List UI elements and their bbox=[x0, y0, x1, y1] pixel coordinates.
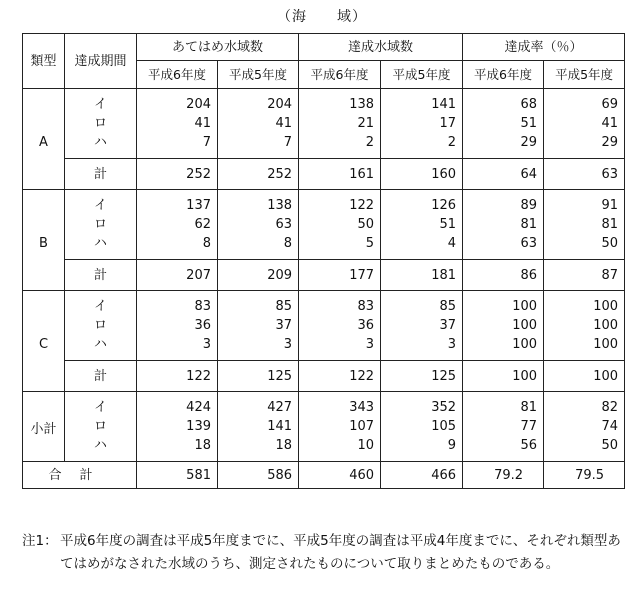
value-cell: 7 bbox=[218, 133, 299, 159]
value-cell: 466 bbox=[381, 462, 463, 489]
value-cell: 50 bbox=[544, 234, 625, 260]
table-row bbox=[23, 260, 625, 291]
value-cell: 51 bbox=[463, 114, 544, 133]
table-row bbox=[23, 234, 625, 260]
value-cell: 7 bbox=[137, 133, 218, 159]
value-cell: 29 bbox=[544, 133, 625, 159]
value-cell: 74 bbox=[544, 417, 625, 436]
value-cell: 3 bbox=[218, 335, 299, 361]
value-cell: 81 bbox=[463, 392, 544, 418]
period-cell: イ bbox=[65, 392, 137, 418]
value-cell: 3 bbox=[299, 335, 381, 361]
period-cell: イ bbox=[65, 291, 137, 317]
value-cell: 4 bbox=[381, 234, 463, 260]
table-row bbox=[23, 159, 625, 190]
value-cell: 50 bbox=[299, 215, 381, 234]
header-year: 平成6年度 bbox=[299, 61, 381, 89]
value-cell: 3 bbox=[137, 335, 218, 361]
value-cell: 100 bbox=[544, 361, 625, 392]
value-cell: 41 bbox=[137, 114, 218, 133]
value-cell: 2 bbox=[299, 133, 381, 159]
value-cell: 85 bbox=[381, 291, 463, 317]
value-cell: 204 bbox=[218, 89, 299, 115]
table-row bbox=[23, 114, 625, 133]
value-cell: 36 bbox=[299, 316, 381, 335]
value-cell: 50 bbox=[544, 436, 625, 462]
value-cell: 36 bbox=[137, 316, 218, 335]
value-cell: 141 bbox=[381, 89, 463, 115]
value-cell: 141 bbox=[218, 417, 299, 436]
period-cell: イ bbox=[65, 89, 137, 115]
value-cell: 137 bbox=[137, 190, 218, 216]
value-cell: 252 bbox=[218, 159, 299, 190]
value-cell: 56 bbox=[463, 436, 544, 462]
value-cell: 125 bbox=[218, 361, 299, 392]
table-row bbox=[23, 291, 625, 317]
period-cell: ロ bbox=[65, 114, 137, 133]
value-cell: 122 bbox=[299, 361, 381, 392]
value-cell: 581 bbox=[137, 462, 218, 489]
value-cell: 79.2 bbox=[463, 462, 544, 489]
value-cell: 586 bbox=[218, 462, 299, 489]
period-cell: 計 bbox=[65, 361, 137, 392]
value-cell: 427 bbox=[218, 392, 299, 418]
value-cell: 79.5 bbox=[544, 462, 625, 489]
value-cell: 37 bbox=[218, 316, 299, 335]
table-row bbox=[23, 190, 625, 216]
value-cell: 86 bbox=[463, 260, 544, 291]
value-cell: 10 bbox=[299, 436, 381, 462]
value-cell: 100 bbox=[544, 291, 625, 317]
footnote-marker: 注1： bbox=[22, 533, 58, 549]
value-cell: 100 bbox=[463, 316, 544, 335]
value-cell: 82 bbox=[544, 392, 625, 418]
value-cell: 8 bbox=[137, 234, 218, 260]
header-year: 平成5年度 bbox=[544, 61, 625, 89]
period-cell: ハ bbox=[65, 133, 137, 159]
period-cell: ハ bbox=[65, 436, 137, 462]
value-cell: 3 bbox=[381, 335, 463, 361]
value-cell: 62 bbox=[137, 215, 218, 234]
table-row bbox=[23, 89, 625, 115]
value-cell: 352 bbox=[381, 392, 463, 418]
period-cell: ロ bbox=[65, 215, 137, 234]
header-year: 平成6年度 bbox=[137, 61, 218, 89]
table-body bbox=[23, 89, 625, 489]
value-cell: 69 bbox=[544, 89, 625, 115]
table-row bbox=[23, 316, 625, 335]
value-cell: 139 bbox=[137, 417, 218, 436]
value-cell: 181 bbox=[381, 260, 463, 291]
period-cell: ハ bbox=[65, 234, 137, 260]
table-row bbox=[23, 361, 625, 392]
value-cell: 177 bbox=[299, 260, 381, 291]
value-cell: 424 bbox=[137, 392, 218, 418]
table-caption: （海 域） bbox=[277, 9, 367, 25]
value-cell: 100 bbox=[544, 335, 625, 361]
value-cell: 122 bbox=[299, 190, 381, 216]
value-cell: 125 bbox=[381, 361, 463, 392]
header-row-groups bbox=[23, 34, 625, 61]
header-group: 達成率（％） bbox=[463, 34, 625, 61]
value-cell: 138 bbox=[299, 89, 381, 115]
table-row bbox=[23, 215, 625, 234]
value-cell: 105 bbox=[381, 417, 463, 436]
header-year: 平成5年度 bbox=[218, 61, 299, 89]
footnote-text: 平成6年度の調査は平成5年度までに、平成5年度の調査は平成4年度までに、それぞれ類型あてはめがなされた水域のうち、測定されたものについて取りまとめたものである。 bbox=[60, 533, 621, 572]
value-cell: 81 bbox=[463, 215, 544, 234]
type-cell: B bbox=[23, 190, 65, 291]
grand-total-row bbox=[23, 462, 625, 489]
value-cell: 138 bbox=[218, 190, 299, 216]
value-cell: 18 bbox=[218, 436, 299, 462]
value-cell: 68 bbox=[463, 89, 544, 115]
value-cell: 107 bbox=[299, 417, 381, 436]
value-cell: 51 bbox=[381, 215, 463, 234]
type-cell: 小計 bbox=[23, 392, 65, 462]
value-cell: 100 bbox=[463, 291, 544, 317]
period-cell: ロ bbox=[65, 316, 137, 335]
table-row bbox=[23, 436, 625, 462]
header-group: あてはめ水域数 bbox=[137, 34, 299, 61]
value-cell: 87 bbox=[544, 260, 625, 291]
value-cell: 122 bbox=[137, 361, 218, 392]
value-cell: 41 bbox=[218, 114, 299, 133]
value-cell: 9 bbox=[381, 436, 463, 462]
value-cell: 2 bbox=[381, 133, 463, 159]
value-cell: 207 bbox=[137, 260, 218, 291]
value-cell: 460 bbox=[299, 462, 381, 489]
value-cell: 21 bbox=[299, 114, 381, 133]
value-cell: 63 bbox=[218, 215, 299, 234]
value-cell: 77 bbox=[463, 417, 544, 436]
header-year: 平成5年度 bbox=[381, 61, 463, 89]
value-cell: 100 bbox=[544, 316, 625, 335]
value-cell: 17 bbox=[381, 114, 463, 133]
period-cell: 計 bbox=[65, 260, 137, 291]
value-cell: 161 bbox=[299, 159, 381, 190]
value-cell: 81 bbox=[544, 215, 625, 234]
value-cell: 83 bbox=[299, 291, 381, 317]
period-cell: ロ bbox=[65, 417, 137, 436]
period-cell: イ bbox=[65, 190, 137, 216]
water-quality-table bbox=[22, 33, 625, 489]
table-row bbox=[23, 335, 625, 361]
value-cell: 209 bbox=[218, 260, 299, 291]
value-cell: 126 bbox=[381, 190, 463, 216]
value-cell: 100 bbox=[463, 335, 544, 361]
table-row bbox=[23, 417, 625, 436]
value-cell: 343 bbox=[299, 392, 381, 418]
header-period: 達成期間 bbox=[65, 34, 137, 89]
value-cell: 63 bbox=[463, 234, 544, 260]
value-cell: 91 bbox=[544, 190, 625, 216]
value-cell: 18 bbox=[137, 436, 218, 462]
header-year: 平成6年度 bbox=[463, 61, 544, 89]
grand-total-label: 合計 bbox=[23, 462, 137, 489]
type-cell: C bbox=[23, 291, 65, 392]
value-cell: 37 bbox=[381, 316, 463, 335]
period-cell: ハ bbox=[65, 335, 137, 361]
table-row bbox=[23, 392, 625, 418]
type-cell: A bbox=[23, 89, 65, 190]
value-cell: 89 bbox=[463, 190, 544, 216]
footnote bbox=[22, 530, 627, 576]
value-cell: 63 bbox=[544, 159, 625, 190]
value-cell: 100 bbox=[463, 361, 544, 392]
period-cell: 計 bbox=[65, 159, 137, 190]
value-cell: 64 bbox=[463, 159, 544, 190]
header-type: 類型 bbox=[23, 34, 65, 89]
value-cell: 41 bbox=[544, 114, 625, 133]
value-cell: 83 bbox=[137, 291, 218, 317]
value-cell: 29 bbox=[463, 133, 544, 159]
value-cell: 8 bbox=[218, 234, 299, 260]
table-row bbox=[23, 133, 625, 159]
value-cell: 204 bbox=[137, 89, 218, 115]
header-group: 達成水域数 bbox=[299, 34, 463, 61]
value-cell: 85 bbox=[218, 291, 299, 317]
value-cell: 160 bbox=[381, 159, 463, 190]
value-cell: 252 bbox=[137, 159, 218, 190]
value-cell: 5 bbox=[299, 234, 381, 260]
